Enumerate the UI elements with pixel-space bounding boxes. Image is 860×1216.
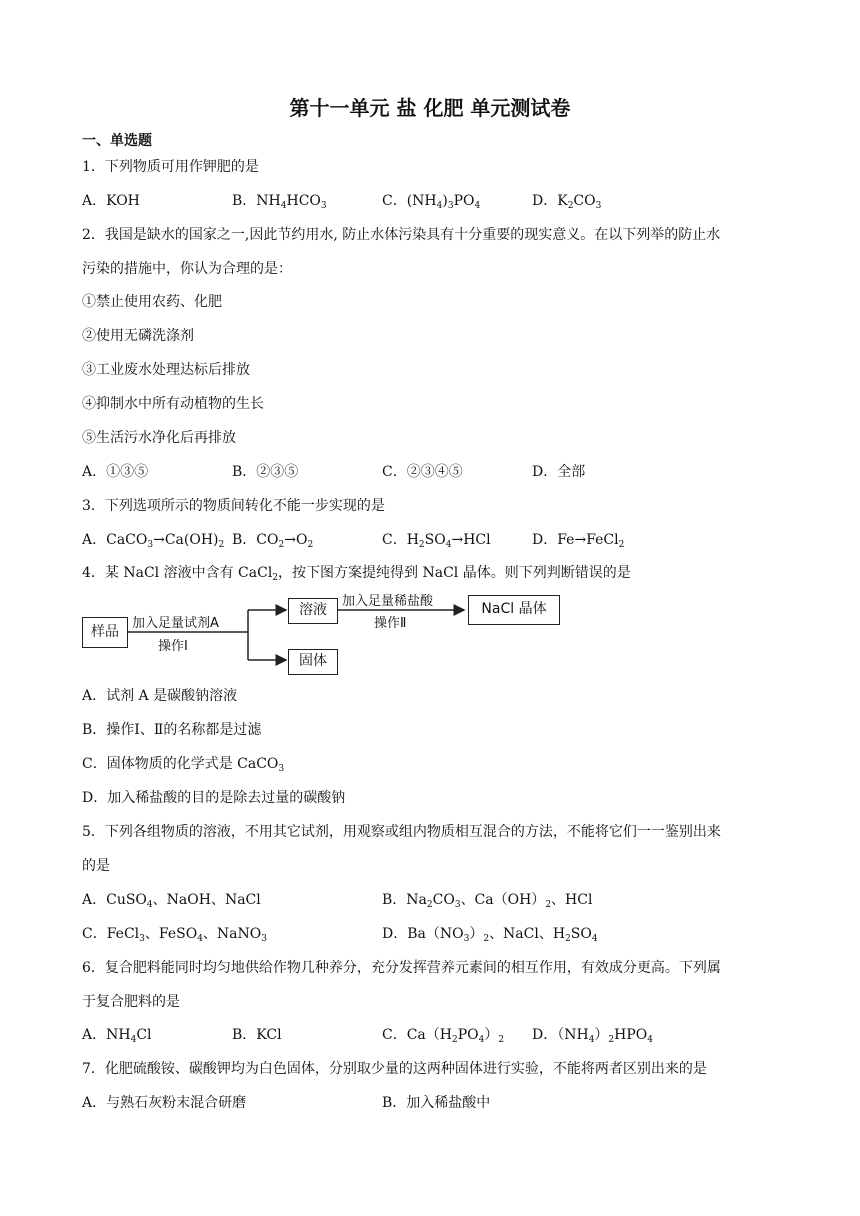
q2-item: ③工业废水处理达标后排放 (82, 362, 250, 378)
q2-item: ④抑制水中所有动植物的生长 (82, 396, 264, 412)
q6-option-d: D．$(NH_4)_2HPO_4$ (532, 1027, 653, 1045)
q4-option-c: C．固体物质的化学式是 CaCO$_3$ (82, 756, 285, 774)
q2-item: ①禁止使用农药、化肥 (82, 294, 222, 310)
question-1-stem: 1．下列物质可用作钾肥的是 (82, 159, 259, 175)
q7-option-a: A．与熟石灰粉末混合研磨 (82, 1095, 247, 1111)
q7-option-b: B．加入稀盐酸中 (382, 1095, 491, 1111)
sample-box: 样品 (82, 617, 128, 648)
page-title: 第十一单元 盐 化肥 单元测试卷 (289, 96, 571, 120)
q4-option-a: A．试剂 A 是碳酸钠溶液 (82, 688, 238, 704)
section-heading: 一、单选题 (82, 133, 152, 149)
solution-box: 溶液 (288, 598, 338, 624)
arrow-2-bottom-label: 操作Ⅱ (374, 616, 407, 631)
q1-option-a: A．KOH (82, 193, 140, 209)
q1-option-b: B．$NH_4HCO_3$ (232, 193, 327, 211)
arrow-1-bottom-label: 操作Ⅰ (158, 639, 188, 654)
solid-box: 固体 (288, 649, 338, 675)
q5-option-a: A．CuSO$_4$、NaOH、NaCl (82, 892, 261, 910)
q1-option-d: D．$K_2CO_3$ (532, 193, 602, 211)
arrow-1-top-label: 加入足量试剂A (132, 616, 219, 631)
q2-option-b: B．②③⑤ (232, 464, 299, 480)
q2-option-c: C．②③④⑤ (382, 464, 463, 480)
q3-option-d: D．Fe→FeCl$_2$ (532, 532, 625, 550)
process-flow-diagram (82, 594, 562, 680)
question-7-stem: 7．化肥硫酸铵、碳酸钾均为白色固体，分别取少量的这两种固体进行实验，不能将两者区别出来的是 (82, 1061, 707, 1077)
question-5-stem-line1: 5．下列各组物质的溶液，不用其它试剂，用观察或组内物质相互混合的方法，不能将它们一一鉴别出来 (82, 824, 721, 840)
arrow-2-top-label: 加入足量稀盐酸 (342, 594, 434, 609)
crystal-box: NaCl 晶体 (468, 595, 560, 625)
q1-option-c: C．$(NH_4)_3PO_4$ (382, 193, 481, 211)
q5-option-c: C．FeCl$_3$、FeSO$_4$、NaNO$_3$ (82, 926, 267, 944)
question-4-stem: 4．某 NaCl 溶液中含有 CaCl$_2$，按下图方案提纯得到 NaCl 晶体。则下列判断错误的是 (82, 565, 631, 583)
question-2-stem-line1: 2．我国是缺水的国家之一,因此节约用水, 防止水体污染具有十分重要的现实意义。在以下列举的防止水 (82, 227, 721, 243)
question-6-stem-line1: 6．复合肥料能同时均匀地供给作物几种养分，充分发挥营养元素间的相互作用，有效成分更高。下列属 (82, 960, 721, 976)
q2-item: ②使用无磷洗涤剂 (82, 328, 194, 344)
question-2-stem-line2: 污染的措施中，你认为合理的是： (82, 261, 292, 277)
question-6-stem-line2: 于复合肥料的是 (82, 994, 180, 1010)
q2-option-d: D．全部 (532, 464, 586, 480)
question-3-stem: 3．下列选项所示的物质间转化不能一步实现的是 (82, 498, 385, 514)
question-5-stem-line2: 的是 (82, 858, 110, 874)
q5-option-d: D．$Ba(NO_3)_2$、NaCl、$H_2SO_4$ (382, 926, 598, 944)
q6-option-b: B．KCl (232, 1027, 282, 1043)
q4-option-b: B．操作Ⅰ、Ⅱ的名称都是过滤 (82, 722, 262, 738)
q3-option-b: B．$CO_2\to O_2$ (232, 532, 314, 550)
q6-option-c: C．$Ca(H_2PO_4)_2$ (382, 1027, 505, 1045)
q6-option-a: A．$NH_4Cl$ (82, 1027, 152, 1045)
q3-option-c: C．$H_2SO_4\to HCl$ (382, 532, 491, 550)
q2-option-a: A．①③⑤ (82, 464, 149, 480)
q5-option-b: B．$Na_2CO_3$、$Ca(OH)_2$、HCl (382, 892, 593, 910)
q3-option-a: A．$CaCO_3\to Ca(OH)_2$ (82, 532, 225, 550)
q2-item: ⑤生活污水净化后再排放 (82, 430, 236, 446)
q4-option-d: D．加入稀盐酸的目的是除去过量的碳酸钠 (82, 790, 346, 806)
